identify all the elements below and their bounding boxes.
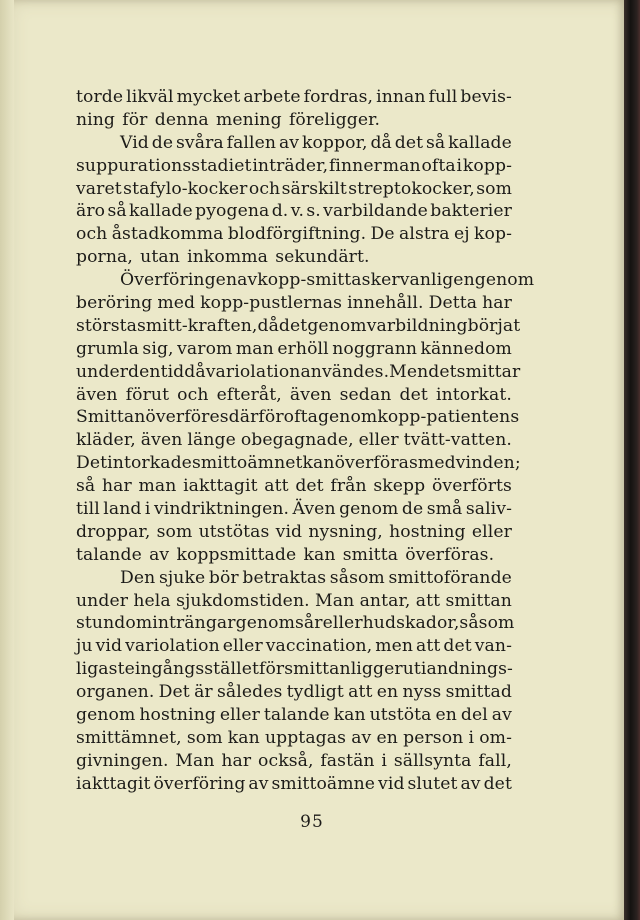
- text-line: porna, utan inkomma sekundärt.: [76, 247, 370, 268]
- text-line: grumla sig, varom man erhöll noggrann kännedom: [76, 338, 512, 359]
- text-line: varet stafylo-kocker och särskilt streptokocker, som: [76, 178, 512, 199]
- text-line: torde likväl mycket arbete fordras, innan full bevis-: [76, 87, 512, 107]
- book-cover-edge: [624, 0, 640, 920]
- text-line: Överföringen av kopp-smitta sker vanligen genom: [120, 270, 535, 291]
- text-line: smittämnet, som kan upptagas av en person i om-: [76, 727, 512, 748]
- text-line: suppurationsstadiet inträder, finner man ofta i kopp-: [76, 155, 512, 176]
- text-line: kläder, även länge obegagnade, eller tvätt-vatten.: [76, 430, 512, 451]
- text-line: droppar, som utstötas vid nysning, hostning eller: [76, 521, 512, 542]
- text-line: Smittan överföres därför ofta genom kopp-patientens: [76, 407, 520, 428]
- text-line: ning för denna mening föreligger.: [76, 109, 381, 130]
- text-line: ligaste ingångsstället för smittan ligger uti andnings-: [76, 659, 513, 680]
- text-line: även förut och efteråt, även sedan det intorkat.: [76, 384, 512, 405]
- page-number: 95: [300, 812, 324, 832]
- text-line: stundom inträngar genom sår eller hudskador, såsom: [76, 613, 515, 634]
- text-line: genom hostning eller talande kan utstöta en del av: [76, 705, 512, 726]
- page-gutter-shadow: [0, 0, 14, 920]
- text-line: under den tid då variolation användes. Men det smittar: [76, 361, 521, 382]
- text-line: Det intorkade smittoämnet kan överföras med vinden;: [76, 453, 521, 474]
- text-line: Vid de svåra fallen av koppor, då det så kallade: [120, 132, 512, 153]
- text-line: organen. Det är således tydligt att en nyss smittad: [76, 682, 512, 703]
- text-line: så har man iakttagit att det från skepp överförts: [76, 476, 512, 497]
- text-line: äro så kallade pyogena d. v. s. varbildande bakterier: [76, 201, 512, 222]
- text-line: till land i vindriktningen. Även genom de små saliv-: [76, 499, 512, 520]
- text-line: iakttagit överföring av smittoämne vid slutet av det: [76, 773, 512, 794]
- text-line: största smitt-kraften, då det genom varbildning börjat: [76, 315, 521, 336]
- text-line: Den sjuke bör betraktas såsom smittoförande: [120, 567, 512, 588]
- text-line: ju vid variolation eller vaccination, men att det van-: [76, 636, 512, 657]
- text-line: under hela sjukdomstiden. Man antar, att smittan: [76, 590, 512, 611]
- text-line: och åstadkomma blodförgiftning. De alstra ej kop-: [76, 224, 512, 245]
- text-line: talande av koppsmittade kan smitta överföras.: [76, 544, 495, 565]
- text-line: givningen. Man har också, fastän i sällsynta fall,: [76, 750, 512, 771]
- body-text: [76, 86, 535, 796]
- text-line: beröring med kopp-pustlernas innehåll. Detta har: [76, 293, 512, 314]
